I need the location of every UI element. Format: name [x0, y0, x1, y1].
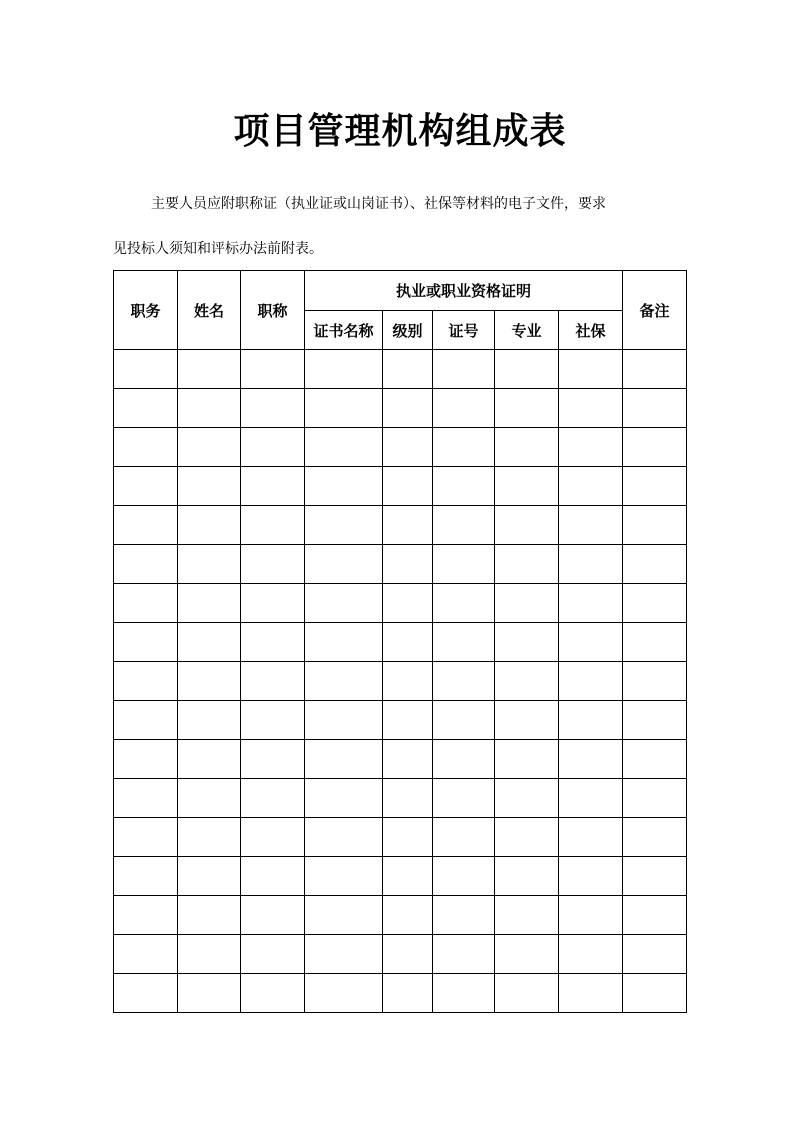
table-cell [383, 974, 433, 1013]
table-cell [178, 506, 241, 545]
table-cell [623, 779, 687, 818]
table-cell [623, 740, 687, 779]
table-row [114, 935, 687, 974]
header-position: 职务 [114, 271, 178, 350]
table-cell [559, 896, 623, 935]
table-cell [178, 974, 241, 1013]
table-cell [305, 506, 383, 545]
table-cell [305, 545, 383, 584]
table-cell [241, 506, 305, 545]
table-cell [495, 428, 559, 467]
table-cell [433, 779, 495, 818]
table-cell [495, 779, 559, 818]
header-title: 职称 [241, 271, 305, 350]
table-cell [241, 428, 305, 467]
table-cell [241, 779, 305, 818]
header-name: 姓名 [178, 271, 241, 350]
table-cell [433, 545, 495, 584]
table-cell [623, 935, 687, 974]
table-cell [623, 467, 687, 506]
table-cell [305, 428, 383, 467]
table-cell [383, 740, 433, 779]
table-cell [495, 545, 559, 584]
table-cell [241, 857, 305, 896]
table-cell [178, 350, 241, 389]
table-cell [305, 740, 383, 779]
table-row [114, 779, 687, 818]
table-cell [495, 896, 559, 935]
table-cell [305, 584, 383, 623]
table-cell [495, 350, 559, 389]
table-cell [241, 740, 305, 779]
table-cell [433, 740, 495, 779]
table-cell [559, 545, 623, 584]
table-cell [559, 935, 623, 974]
table-cell [178, 584, 241, 623]
table-cell [495, 974, 559, 1013]
intro-line-2: 见投标人须知和评标办法前附表。 [113, 241, 323, 257]
table-cell [623, 428, 687, 467]
table-cell [559, 974, 623, 1013]
intro-line-1: 主要人员应附职称证（执业证或山岗证书）、社保等材料的电子文件，要求 [151, 196, 606, 212]
table-cell [178, 935, 241, 974]
table-cell [114, 974, 178, 1013]
table-cell [495, 623, 559, 662]
table-cell [433, 350, 495, 389]
table-cell [241, 896, 305, 935]
table-cell [559, 701, 623, 740]
table-cell [383, 623, 433, 662]
table-cell [241, 623, 305, 662]
table-cell [305, 389, 383, 428]
table-cell [305, 350, 383, 389]
table-row [114, 623, 687, 662]
table-cell [114, 350, 178, 389]
table-cell [178, 857, 241, 896]
subheader-level: 级别 [383, 311, 433, 350]
table-row [114, 818, 687, 857]
table-cell [433, 818, 495, 857]
table-cell [114, 623, 178, 662]
table-row [114, 545, 687, 584]
table-cell [178, 662, 241, 701]
table-row [114, 896, 687, 935]
table-cell [623, 974, 687, 1013]
table-cell [114, 506, 178, 545]
table-row [114, 428, 687, 467]
table-row [114, 467, 687, 506]
table-cell [383, 896, 433, 935]
table-cell [495, 467, 559, 506]
table-row [114, 584, 687, 623]
table-cell [178, 389, 241, 428]
table-row [114, 389, 687, 428]
table-cell [305, 896, 383, 935]
table-cell [623, 350, 687, 389]
table-cell [433, 428, 495, 467]
table-cell [114, 428, 178, 467]
table-cell [241, 350, 305, 389]
table-cell [495, 740, 559, 779]
header-remark: 备注 [623, 271, 687, 350]
table-cell [178, 623, 241, 662]
table-cell [305, 818, 383, 857]
table-cell [178, 896, 241, 935]
table-cell [433, 389, 495, 428]
table-cell [433, 857, 495, 896]
table-cell [559, 467, 623, 506]
subheader-social-security: 社保 [559, 311, 623, 350]
table-cell [623, 506, 687, 545]
table-cell [623, 623, 687, 662]
table-cell [114, 857, 178, 896]
table-cell [114, 935, 178, 974]
table-cell [178, 818, 241, 857]
table-cell [495, 701, 559, 740]
table-cell [623, 389, 687, 428]
table-cell [623, 584, 687, 623]
table-cell [114, 740, 178, 779]
table-cell [559, 506, 623, 545]
table-cell [241, 818, 305, 857]
table-cell [495, 935, 559, 974]
subheader-certificate-name: 证书名称 [305, 311, 383, 350]
table-cell [495, 389, 559, 428]
table-cell [241, 389, 305, 428]
table-cell [623, 662, 687, 701]
table-cell [305, 974, 383, 1013]
organization-table [113, 270, 687, 1013]
table-cell [178, 779, 241, 818]
table-cell [559, 350, 623, 389]
table-cell [383, 701, 433, 740]
table-cell [305, 701, 383, 740]
table-cell [623, 818, 687, 857]
subheader-certificate-number: 证号 [433, 311, 495, 350]
header-row-1 [114, 271, 687, 311]
table-row [114, 506, 687, 545]
table-cell [383, 584, 433, 623]
table-cell [383, 662, 433, 701]
table-cell [178, 740, 241, 779]
table-row [114, 350, 687, 389]
table-cell [114, 467, 178, 506]
table-cell [114, 818, 178, 857]
table-cell [241, 974, 305, 1013]
table-cell [305, 467, 383, 506]
table-row [114, 701, 687, 740]
table-cell [178, 545, 241, 584]
table-cell [383, 350, 433, 389]
table-cell [383, 935, 433, 974]
table-cell [495, 818, 559, 857]
table-cell [433, 506, 495, 545]
table-cell [383, 545, 433, 584]
table-row [114, 740, 687, 779]
table-cell [433, 467, 495, 506]
table-cell [559, 818, 623, 857]
table-cell [433, 896, 495, 935]
table-cell [241, 545, 305, 584]
table-cell [433, 974, 495, 1013]
table-cell [305, 779, 383, 818]
table-cell [114, 779, 178, 818]
table-cell [114, 545, 178, 584]
table-cell [305, 935, 383, 974]
table-cell [433, 584, 495, 623]
table-cell [383, 818, 433, 857]
table-cell [495, 662, 559, 701]
table-cell [383, 389, 433, 428]
table-cell [495, 584, 559, 623]
table-cell [305, 662, 383, 701]
table-cell [433, 662, 495, 701]
table-cell [623, 857, 687, 896]
table-cell [383, 857, 433, 896]
table-cell [178, 701, 241, 740]
table-cell [178, 428, 241, 467]
table-cell [495, 857, 559, 896]
table-row [114, 857, 687, 896]
table-cell [241, 701, 305, 740]
table-cell [559, 740, 623, 779]
subheader-major: 专业 [495, 311, 559, 350]
table-cell [559, 584, 623, 623]
table-cell [383, 779, 433, 818]
header-qualification: 执业或职业资格证明 [305, 271, 623, 311]
table-cell [383, 467, 433, 506]
table-cell [114, 662, 178, 701]
table-cell [114, 701, 178, 740]
table-row [114, 974, 687, 1013]
table-cell [241, 467, 305, 506]
table-cell [114, 896, 178, 935]
intro-paragraph [113, 182, 687, 272]
table-cell [178, 467, 241, 506]
table-cell [383, 506, 433, 545]
table-cell [433, 623, 495, 662]
table-cell [305, 857, 383, 896]
table-cell [433, 701, 495, 740]
table-cell [241, 662, 305, 701]
table-cell [241, 935, 305, 974]
table-cell [305, 623, 383, 662]
table-cell [623, 701, 687, 740]
table-cell [559, 623, 623, 662]
table-cell [623, 896, 687, 935]
table-cell [433, 935, 495, 974]
table-cell [559, 857, 623, 896]
table-cell [114, 389, 178, 428]
table-cell [241, 584, 305, 623]
table-cell [623, 545, 687, 584]
table-cell [559, 389, 623, 428]
table-cell [114, 584, 178, 623]
table-cell [559, 662, 623, 701]
table-row [114, 662, 687, 701]
page-title: 项目管理机构组成表 [233, 111, 567, 152]
table-cell [495, 506, 559, 545]
table-cell [383, 428, 433, 467]
table-cell [559, 779, 623, 818]
table-cell [559, 428, 623, 467]
